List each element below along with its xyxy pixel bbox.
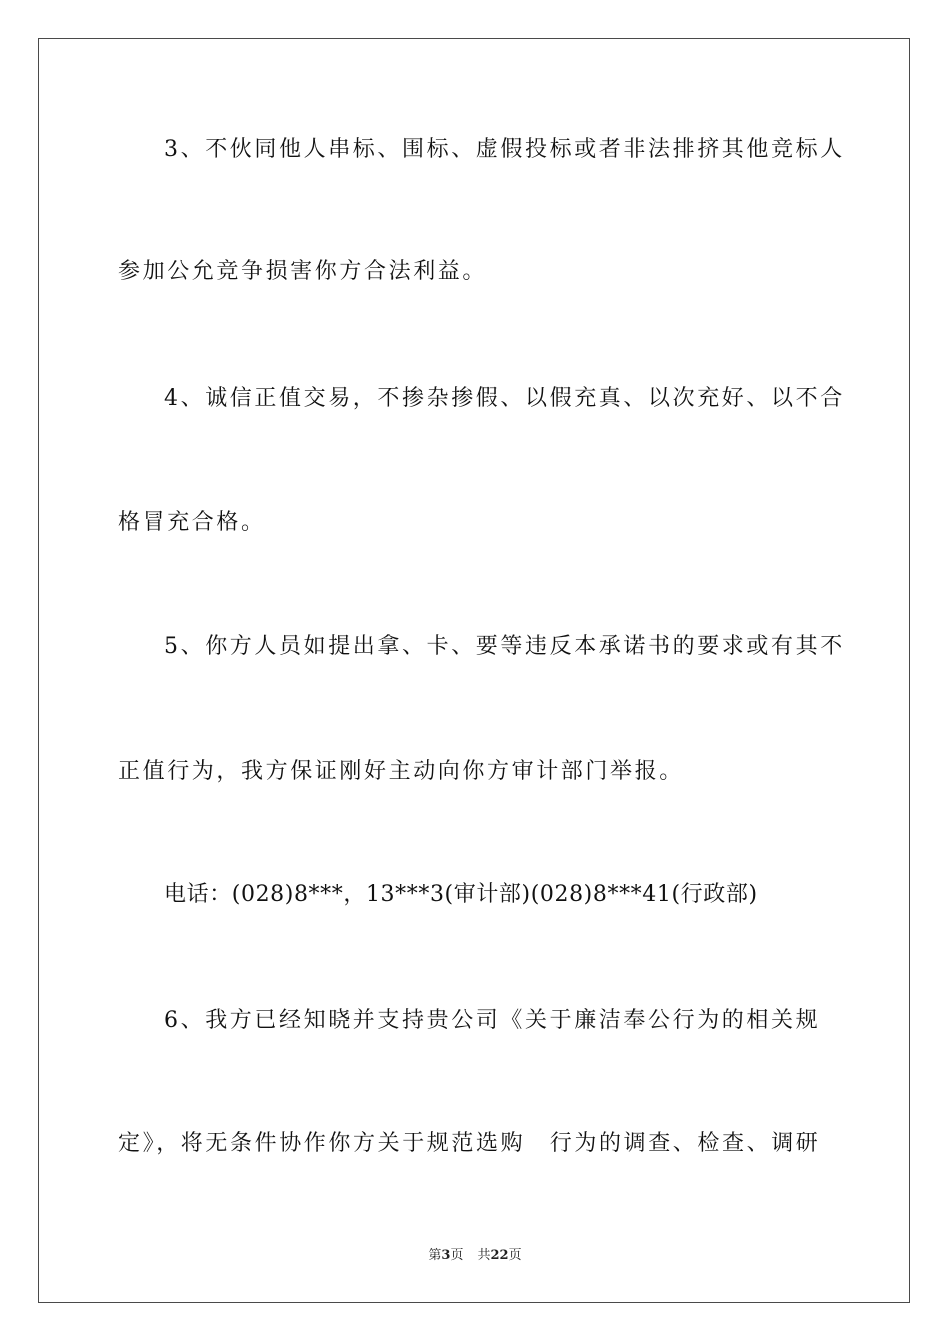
page-border — [38, 38, 910, 1303]
paragraph-6-line-2: 定》，将无条件协作你方关于规范选购 行为的调查、检查、调研 — [118, 1131, 821, 1156]
phone-line: 电话：(028)8***，13***3(审计部)(028)8***41(行政部) — [164, 882, 758, 907]
page-suffix: 页 — [450, 1248, 464, 1263]
paragraph-5-line-1: 5、你方人员如提出拿、卡、要等违反本承诺书的要求或有其不 — [164, 634, 845, 659]
page-prefix: 第 — [428, 1248, 442, 1263]
total-suffix: 页 — [508, 1248, 522, 1263]
paragraph-4-line-1: 4、诚信正值交易，不掺杂掺假、以假充真、以次充好、以不合 — [164, 386, 845, 411]
paragraph-3-line-2: 参加公允竞争损害你方合法利益。 — [118, 259, 488, 284]
paragraph-3-line-1: 3、不伙同他人串标、围标、虚假投标或者非法排挤其他竞标人 — [164, 137, 845, 162]
total-prefix: 共 — [477, 1248, 491, 1263]
paragraph-5-line-2: 正值行为，我方保证刚好主动向你方审计部门举报。 — [118, 759, 684, 784]
page-footer — [0, 1247, 950, 1265]
paragraph-6-line-1: 6、我方已经知晓并支持贵公司《关于廉洁奉公行为的相关规 — [164, 1008, 821, 1033]
page-number: 3 — [441, 1248, 451, 1263]
paragraph-4-line-2: 格冒充合格。 — [118, 510, 266, 535]
total-pages: 22 — [490, 1248, 509, 1263]
